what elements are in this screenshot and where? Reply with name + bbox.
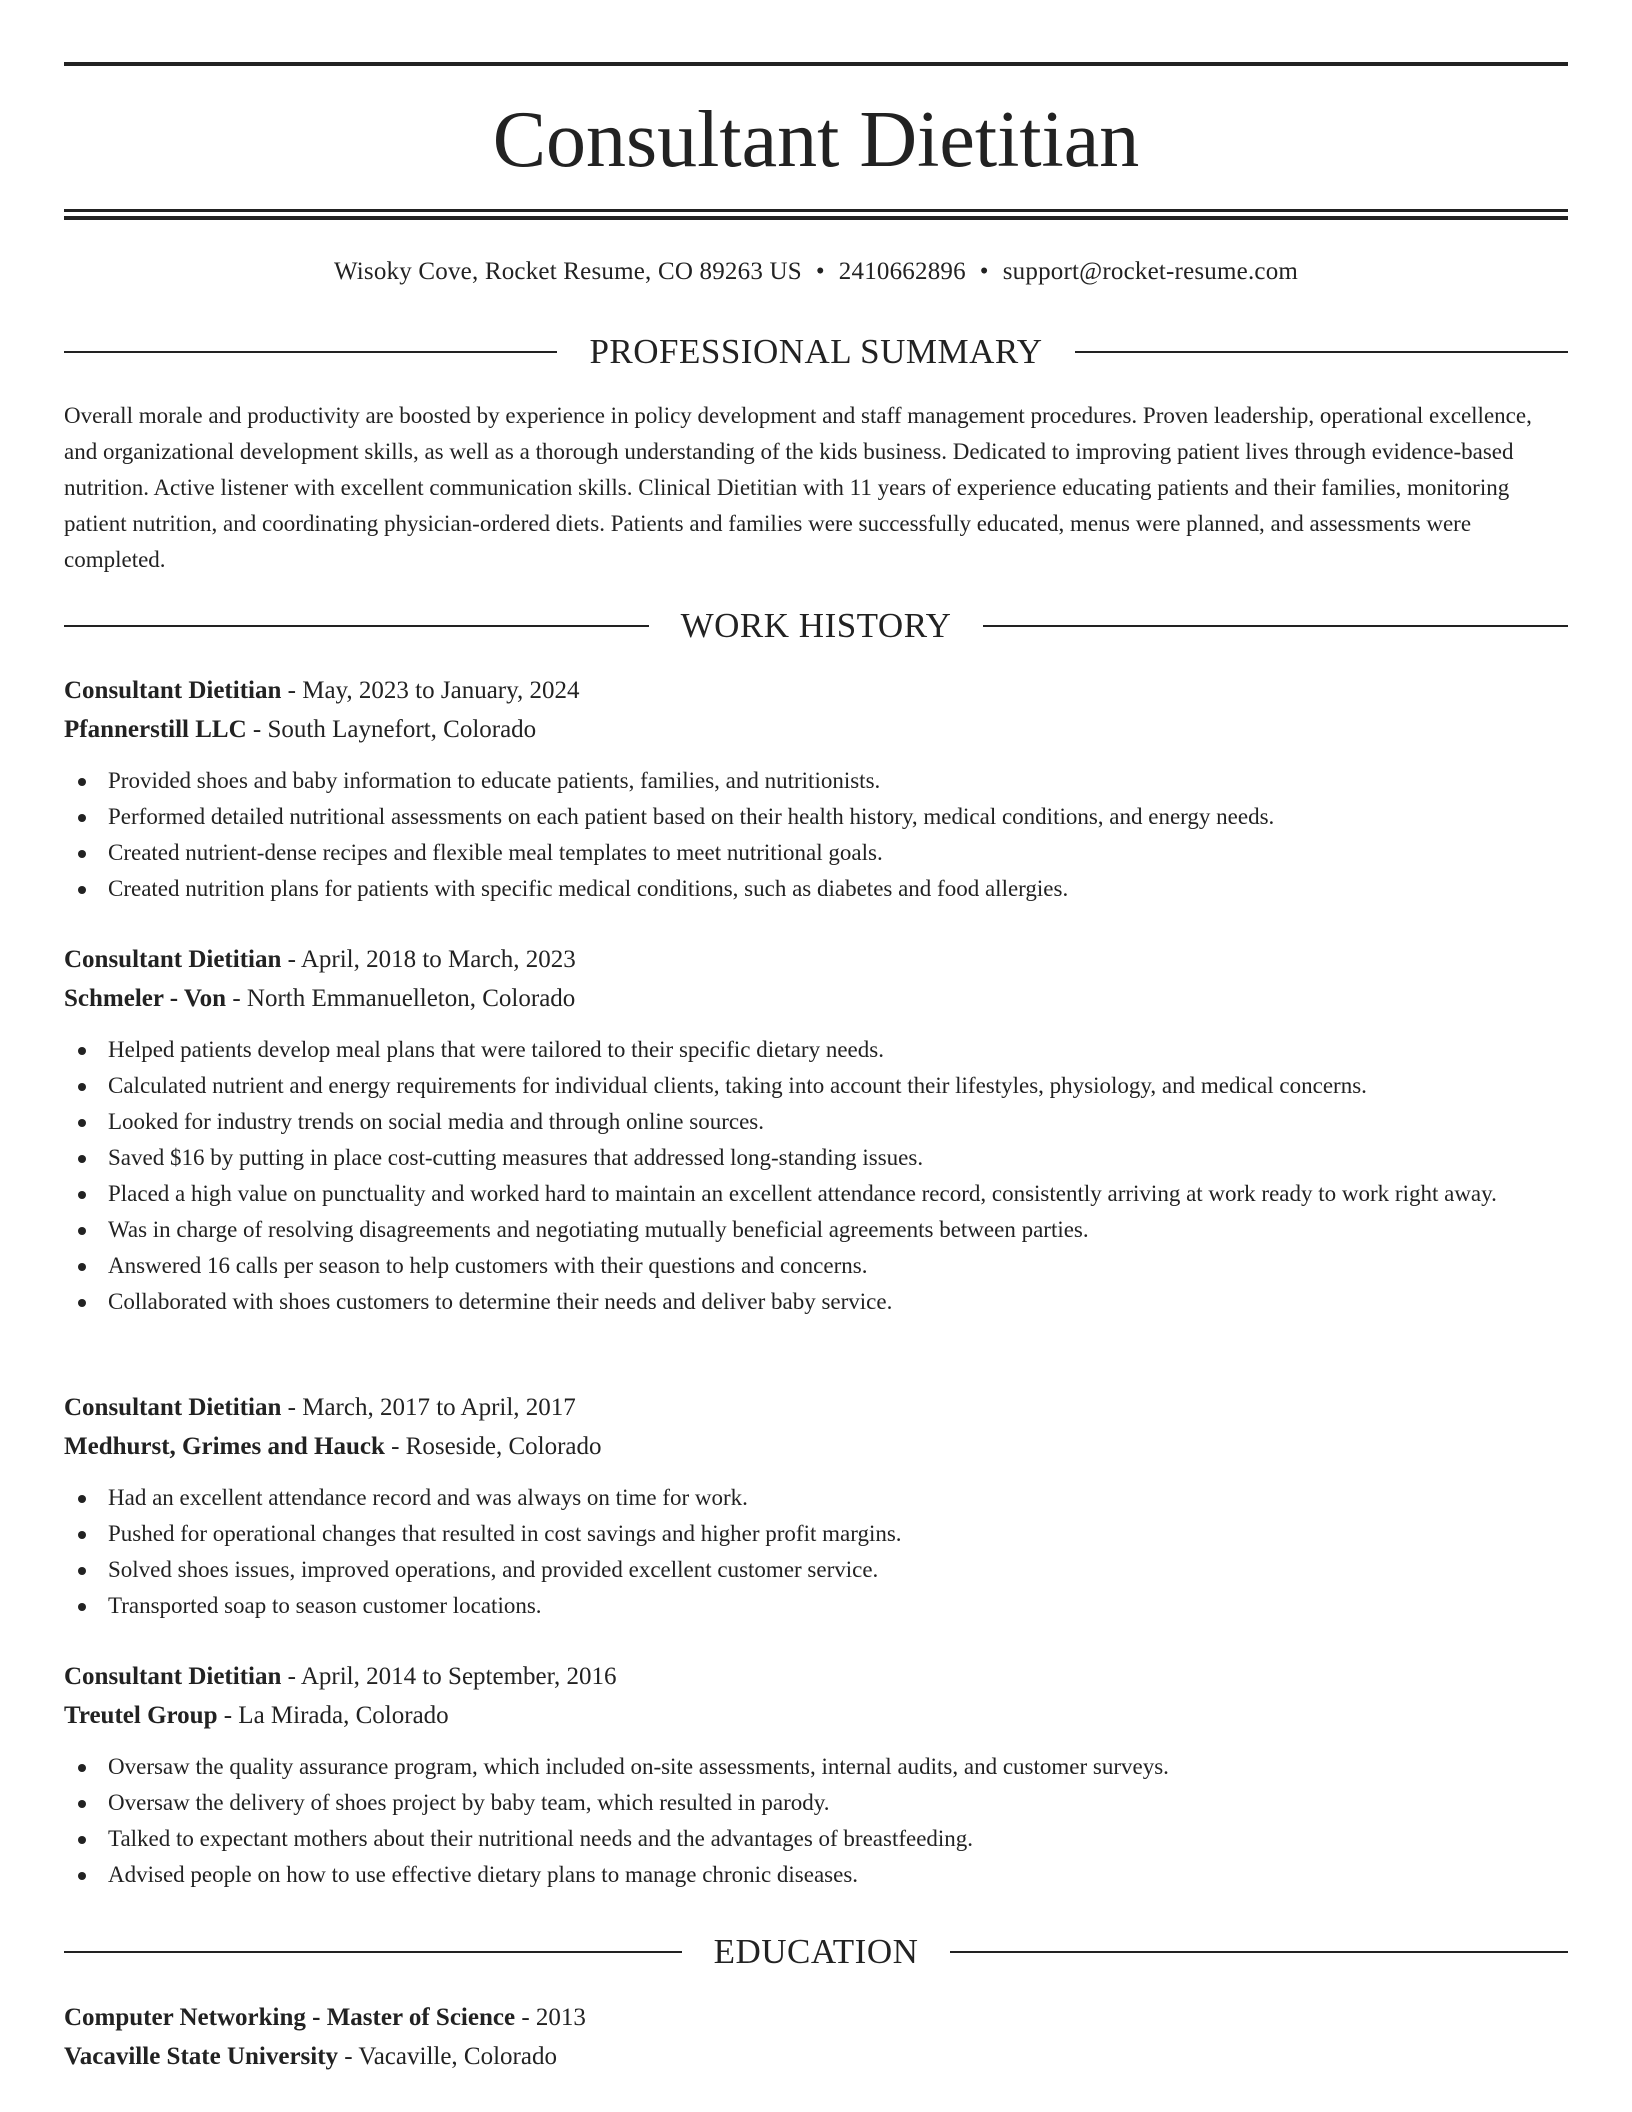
job-location: - Roseside, Colorado [384,1433,602,1460]
job-bullets [64,763,1568,907]
contact-phone: 2410662896 [838,258,966,285]
list-item: Talked to expectant mothers about their nutritional needs and the advantages of breastfeeding. [108,1821,1568,1857]
list-item: Collaborated with shoes customers to determine their needs and deliver baby service. [108,1284,1568,1320]
list-item: Created nutrition plans for patients with specific medical conditions, such as diabetes and food allergies. [108,871,1568,907]
job-location: - La Mirada, Colorado [217,1702,449,1729]
list-item: Provided shoes and baby information to educate patients, families, and nutritionists. [108,763,1568,799]
contact-line [64,256,1568,288]
education-entry [64,1998,1568,2076]
list-item: Oversaw the quality assurance program, which included on-site assessments, internal audits, and customer surveys. [108,1749,1568,1785]
heading-rule-right [1075,351,1568,353]
contact-separator: • [979,258,989,285]
job-bullets [64,1480,1568,1624]
job-title-line [64,1388,1568,1427]
degree-year: - 2013 [515,2004,586,2031]
list-item: Pushed for operational changes that resulted in cost savings and higher profit margins. [108,1516,1568,1552]
job-entry [64,671,1568,907]
degree-name: Computer Networking - Master of Science [64,2004,516,2031]
list-item: Looked for industry trends on social media and through online sources. [108,1104,1568,1140]
job-entry [64,940,1568,1320]
list-item: Helped patients develop meal plans that were tailored to their specific dietary needs. [108,1032,1568,1068]
job-dates: - May, 2023 to January, 2024 [281,677,580,704]
job-location: - South Laynefort, Colorado [246,716,537,743]
list-item: Had an excellent attendance record and was always on time for work. [108,1480,1568,1516]
list-item: Was in charge of resolving disagreements and negotiating mutually beneficial agreements between parties. [108,1212,1568,1248]
list-item: Performed detailed nutritional assessments on each patient based on their health history, medical conditions, and energy needs. [108,799,1568,835]
heading-rule-left [64,625,649,627]
contact-address: Wisoky Cove, Rocket Resume, CO 89263 US [333,258,802,285]
heading-rule-right [983,625,1568,627]
list-item: Placed a high value on punctuality and worked hard to maintain an excellent attendance record, consistently arriving at work ready to work right away. [108,1176,1568,1212]
resume-name: Consultant Dietitian [492,96,1140,184]
list-item: Created nutrient-dense recipes and flexible meal templates to meet nutritional goals. [108,835,1568,871]
job-title: Consultant Dietitian [64,946,282,973]
name-rule-upper [64,209,1568,212]
section-heading-education [64,1930,1568,1974]
heading-rule-left [64,1951,682,1953]
school-line [64,2037,1568,2076]
job-entry [64,1657,1568,1893]
list-item: Oversaw the delivery of shoes project by baby team, which resulted in parody. [108,1785,1568,1821]
list-item: Answered 16 calls per season to help customers with their questions and concerns. [108,1248,1568,1284]
job-dates: - April, 2018 to March, 2023 [281,946,576,973]
name-rule-lower [64,216,1568,220]
job-bullets [64,1032,1568,1320]
job-dates: - April, 2014 to September, 2016 [281,1663,617,1690]
contact-email: support@rocket-resume.com [1002,258,1299,285]
job-dates: - March, 2017 to April, 2017 [281,1394,576,1421]
contact-separator: • [815,258,825,285]
job-company-line [64,710,1568,749]
job-title-line [64,940,1568,979]
job-title: Consultant Dietitian [64,1394,282,1421]
section-heading-summary [64,330,1568,374]
section-title-education: EDUCATION [713,1932,919,1971]
list-item: Saved $16 by putting in place cost-cutting measures that addressed long-standing issues. [108,1140,1568,1176]
list-item: Transported soap to season customer locations. [108,1588,1568,1624]
list-item: Solved shoes issues, improved operations, and provided excellent customer service. [108,1552,1568,1588]
list-item: Calculated nutrient and energy requirements for individual clients, taking into account their lifestyles, physiology, and medical concerns. [108,1068,1568,1104]
job-company: Schmeler - Von [64,985,227,1012]
heading-rule-left [64,351,557,353]
professional-summary-text: Overall morale and productivity are boosted by experience in policy development and staff management procedures. Proven leadership, operational excellence, and organizational development skills, as well as a thorough understanding of the kids business. Dedicated to improving patient lives through evidence-based nutrition. Active listener with excellent communication skills. Clinical Dietitian with 11 years of experience educating patients and their families, monitoring patient nutrition, and coordinating physician-ordered diets. Patients and families were successfully educated, menus were planned, and assessments were completed. [64,403,1532,572]
job-company: Treutel Group [64,1702,218,1729]
school-location: - Vacaville, Colorado [338,2043,557,2070]
section-title-work: WORK HISTORY [680,606,952,645]
school-name: Vacaville State University [64,2043,339,2070]
job-location: - North Emmanuelleton, Colorado [226,985,576,1012]
degree-line [64,1998,1568,2037]
section-title-summary: PROFESSIONAL SUMMARY [589,332,1043,371]
job-company-line [64,979,1568,1018]
list-item: Advised people on how to use effective dietary plans to manage chronic diseases. [108,1857,1568,1893]
top-rule [64,62,1568,66]
job-company: Pfannerstill LLC [64,716,247,743]
job-title-line [64,1657,1568,1696]
job-entry [64,1388,1568,1624]
job-bullets [64,1749,1568,1893]
job-company-line [64,1427,1568,1466]
heading-rule-right [950,1951,1568,1953]
job-company: Medhurst, Grimes and Hauck [64,1433,385,1460]
section-heading-work [64,604,1568,648]
job-company-line [64,1696,1568,1735]
job-title-line [64,671,1568,710]
job-title: Consultant Dietitian [64,1663,282,1690]
job-title: Consultant Dietitian [64,677,282,704]
